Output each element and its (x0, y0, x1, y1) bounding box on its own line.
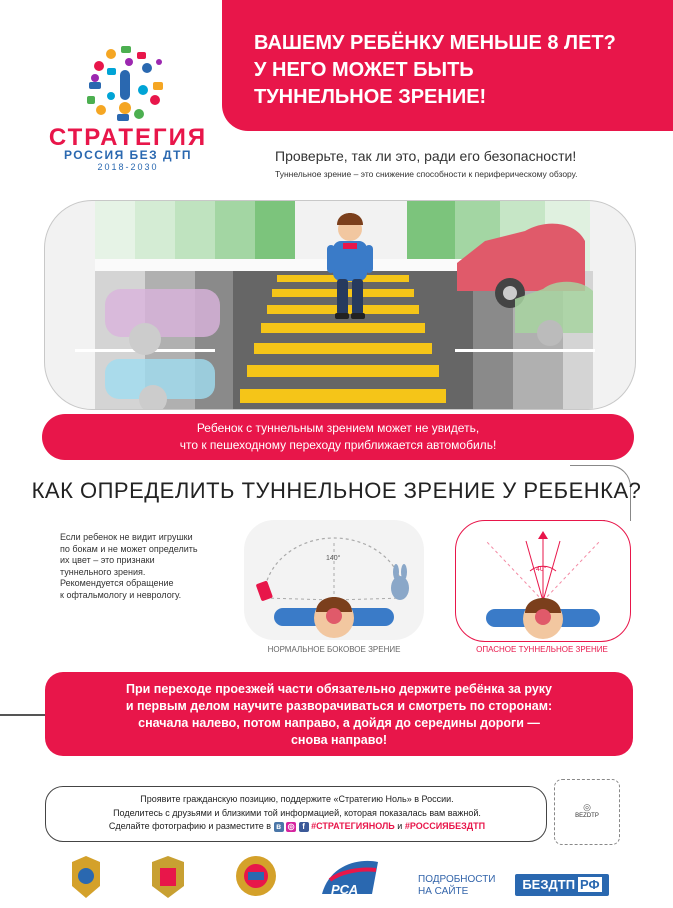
test-instructions (60, 532, 230, 602)
normal-vision-caption: НОРМАЛЬНОЕ БОКОВОЕ ЗРЕНИЕ (267, 645, 401, 654)
scene-warning-line-1: Ребенок с туннельным зрением может не увидеть, (196, 421, 480, 435)
logo-title: СТРАТЕГИЯ (48, 124, 208, 151)
share-line-3 (52, 820, 542, 834)
hashtag-strategy-zero[interactable]: #СТРАТЕГИЯНОЛЬ (311, 821, 395, 831)
more-line-1: ПОДРОБНОСТИ (418, 874, 496, 885)
test-line: к офтальмологу и неврологу. (60, 589, 182, 600)
site-zone: РФ (580, 877, 600, 892)
check-line: Проверьте, так ли это, ради его безопасности! (275, 148, 577, 164)
scene-warning-line-2: что к пешеходному переходу приближается автомобиль! (179, 438, 497, 452)
gibdd-emblem-icon (236, 856, 276, 896)
section-title: КАК ОПРЕДЕЛИТЬ ТУННЕЛЬНОЕ ЗРЕНИЕ У РЕБЕНКА? (31, 478, 642, 503)
share-line-2: Поделитесь с друзьями и близкими той информацией, которая показалась вам важной. (113, 807, 481, 818)
ministry-emblem-icon (72, 856, 100, 898)
more-info-text (418, 874, 496, 898)
normal-vision-icon (244, 520, 424, 640)
instagram-qr[interactable] (554, 779, 620, 845)
logo-subtitle: РОССИЯ БЕЗ ДТП (63, 148, 193, 162)
test-line: по бокам и не может определить (60, 543, 198, 554)
tip-banner (45, 672, 633, 756)
hashtag-russia-no-accidents[interactable]: #РОССИЯБЕЗДТП (404, 821, 486, 831)
tunnel-vision-icon (456, 521, 630, 641)
crosswalk-illustration-icon (45, 201, 635, 409)
site-link[interactable] (515, 874, 609, 896)
test-line: Рекомендуется обращение (60, 578, 174, 589)
normal-angle-label: 140° (326, 555, 341, 562)
mvd-emblem-icon (152, 856, 184, 898)
crosswalk-scene (44, 200, 636, 410)
scene-warning-banner (42, 414, 634, 460)
vk-icon[interactable]: в (274, 822, 284, 832)
test-line: их цвет – это признаки (60, 555, 155, 566)
logo-years: 2018-2030 (97, 162, 159, 172)
definition-text: Туннельное зрение – это снижение способности к периферическому обзору. (275, 169, 578, 179)
facebook-icon[interactable]: f (299, 822, 309, 832)
more-line-2: НА САЙТЕ (418, 886, 469, 897)
share-text (52, 793, 542, 834)
decorative-line (0, 714, 45, 716)
site-name: БЕЗДТП (522, 877, 576, 892)
qr-label: BEZDTP (575, 813, 599, 819)
tip-line-1: При переходе проезжей части обязательно держите ребёнка за руку (126, 682, 552, 696)
normal-vision-illustration (244, 520, 424, 640)
danger-vision-illustration (455, 520, 631, 642)
page-title (254, 30, 664, 111)
title-line-1: ВАШЕМУ РЕБЁНКУ МЕНЬШЕ 8 ЛЕТ? (254, 32, 616, 54)
rsa-text: РСА (331, 882, 359, 897)
instagram-icon[interactable]: ◎ (287, 821, 295, 831)
share-line-1: Проявите гражданскую позицию, поддержите «Стратегию Ноль» в России. (140, 794, 454, 804)
test-line: туннельного зрения. (60, 566, 146, 577)
tip-line-3: сначала налево, потом направо, а дойдя до середины дороги — (138, 716, 540, 730)
tip-line-2: и первым делом научите разворачиваться и смотреть по сторонам: (125, 699, 553, 713)
instagram-icon: ◎ (583, 802, 591, 812)
title-line-2: У НЕГО МОЖЕТ БЫТЬ (254, 59, 474, 81)
danger-vision-caption: ОПАСНОЕ ТУННЕЛЬНОЕ ЗРЕНИЕ (476, 645, 608, 654)
test-line: Если ребенок не видит игрушки (60, 532, 193, 542)
share-conj: и (397, 821, 403, 831)
title-line-3: ТУННЕЛЬНОЕ ЗРЕНИЕ! (254, 86, 487, 108)
danger-angle-label: 40° (536, 566, 547, 573)
share-line-3-prefix: Сделайте фотографию и разместите в (108, 821, 272, 831)
tip-line-4: снова направо! (290, 733, 388, 747)
